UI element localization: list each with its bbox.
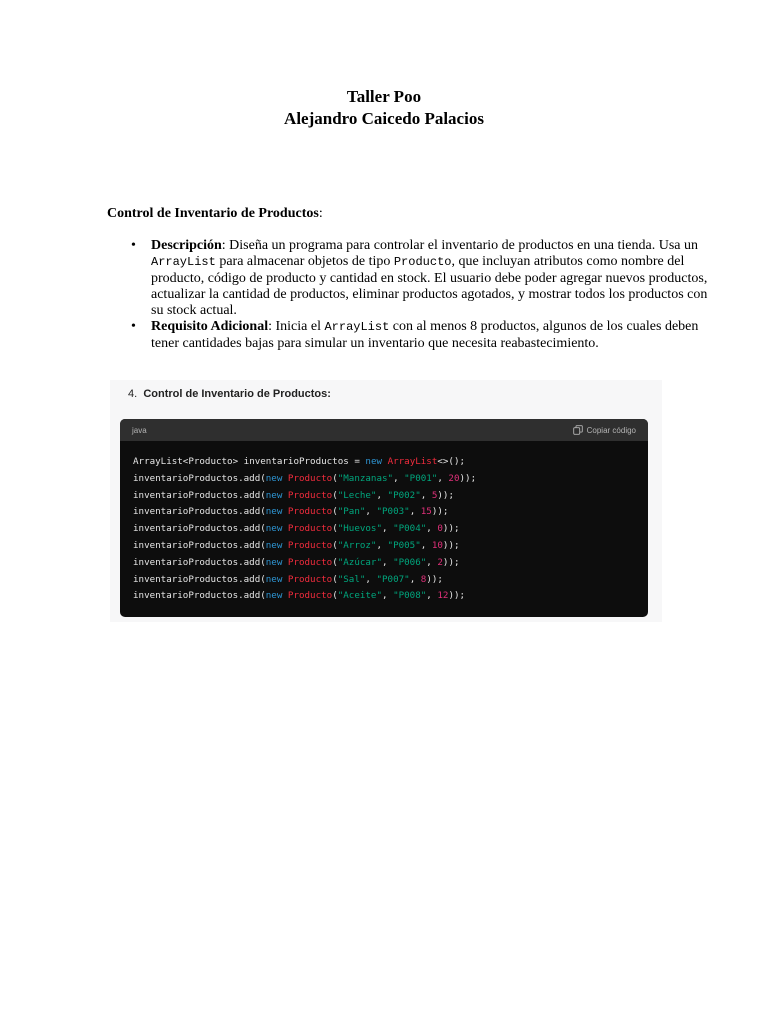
code-keyword: new bbox=[265, 489, 283, 501]
code-class: ArrayList bbox=[387, 456, 438, 467]
code-header bbox=[120, 419, 648, 441]
code-keyword: new bbox=[265, 472, 283, 484]
code-punct: , bbox=[420, 489, 432, 501]
code-string: "Aceite" bbox=[337, 590, 382, 602]
code-line bbox=[133, 521, 635, 538]
inline-code: ArrayList bbox=[151, 255, 216, 270]
code-variable: inventarioProductos bbox=[243, 456, 349, 467]
screenshot-number: 4. bbox=[128, 388, 138, 400]
code-punct: )); bbox=[442, 556, 460, 568]
code-line bbox=[133, 588, 635, 605]
copy-code-button[interactable] bbox=[573, 425, 636, 435]
code-string: "P005" bbox=[387, 539, 421, 551]
requirements-list bbox=[107, 238, 711, 352]
code-punct: ( bbox=[332, 539, 338, 551]
code-punct: )); bbox=[437, 489, 454, 501]
code-line bbox=[133, 471, 635, 488]
code-line bbox=[133, 454, 635, 471]
requirement-additional bbox=[151, 319, 711, 352]
code-punct: ( bbox=[332, 523, 338, 535]
requirement-text: con al menos 8 productos, algunos de los cuales deben tener cantidades bajas para simular un inventario que necesita reabastecimiento. bbox=[151, 319, 699, 351]
code-punct: )); bbox=[448, 590, 466, 602]
code-punct: , bbox=[426, 523, 438, 535]
code-punct: , bbox=[376, 539, 388, 551]
code-string: "Sal" bbox=[337, 573, 366, 585]
code-call: inventarioProductos.add( bbox=[133, 539, 266, 551]
code-punct: )); bbox=[459, 472, 477, 484]
code-punct: )); bbox=[442, 539, 460, 551]
document-author: Alejandro Caicedo Palacios bbox=[284, 109, 484, 128]
code-number: 12 bbox=[437, 590, 449, 602]
requirement-label: Requisito Adicional bbox=[151, 319, 269, 335]
code-string: "P002" bbox=[387, 489, 421, 501]
code-call: inventarioProductos.add( bbox=[133, 573, 266, 585]
code-punct: ( bbox=[332, 573, 338, 585]
code-line bbox=[133, 538, 635, 555]
code-class: Producto bbox=[287, 506, 333, 518]
code-number: 15 bbox=[420, 506, 432, 518]
code-string: "P007" bbox=[376, 573, 410, 585]
code-class: Producto bbox=[287, 489, 333, 501]
code-string: "Huevos" bbox=[337, 523, 382, 535]
code-class: Producto bbox=[287, 539, 333, 551]
screenshot-heading bbox=[128, 388, 331, 400]
code-operator: = bbox=[354, 456, 360, 467]
requirement-text: , que incluyan atributos como nombre del producto, código de producto y cantidad en stock. El usuario debe poder agregar nuevos productos, actualizar la cantidad de productos, eliminar productos agotados, y mostrar todos los productos con su stock actual. bbox=[151, 254, 708, 319]
code-punct: )); bbox=[431, 506, 449, 518]
code-class: Producto bbox=[287, 590, 333, 602]
code-punct: ( bbox=[332, 590, 338, 602]
requirement-text: para almacenar objetos de tipo bbox=[215, 254, 394, 270]
code-line bbox=[133, 488, 635, 505]
code-line bbox=[133, 572, 635, 589]
code-punct: , bbox=[382, 523, 394, 535]
code-call: inventarioProductos.add( bbox=[133, 556, 266, 568]
code-punct: , bbox=[382, 556, 394, 568]
document-header bbox=[0, 86, 768, 130]
code-line bbox=[133, 504, 635, 521]
code-punct: , bbox=[409, 573, 421, 585]
inline-code: Producto bbox=[393, 255, 452, 270]
section-heading-bold: Control de Inventario de Productos bbox=[107, 206, 319, 221]
screenshot-heading-text: Control de Inventario de Productos: bbox=[143, 388, 331, 400]
requirement-text: : Diseña un programa para controlar el inventario de productos en una tienda. Usa un bbox=[221, 238, 698, 253]
code-punct: , bbox=[365, 506, 377, 518]
requirement-text: : Inicia el bbox=[268, 319, 325, 335]
requirement-description bbox=[151, 238, 711, 319]
code-number: 5 bbox=[431, 489, 438, 501]
inline-code: ArrayList bbox=[324, 320, 390, 335]
code-string: "Manzanas" bbox=[337, 472, 394, 484]
code-punct: , bbox=[365, 573, 377, 585]
code-punct: , bbox=[376, 489, 388, 501]
code-number: 8 bbox=[420, 573, 427, 585]
code-call: inventarioProductos.add( bbox=[133, 506, 266, 518]
code-number: 2 bbox=[437, 556, 443, 568]
requirement-label: Descripción bbox=[151, 238, 222, 253]
code-punct: , bbox=[420, 539, 432, 551]
code-punct: )); bbox=[442, 523, 460, 535]
code-keyword: new bbox=[265, 590, 283, 602]
code-string: "Pan" bbox=[337, 506, 366, 518]
code-keyword: new bbox=[265, 523, 283, 535]
code-punct: , bbox=[409, 506, 421, 518]
code-punct: ( bbox=[332, 472, 338, 484]
code-lines bbox=[133, 471, 635, 605]
code-string: "Leche" bbox=[337, 489, 377, 501]
code-language-label: java bbox=[132, 425, 147, 435]
document-title: Taller Poo bbox=[346, 87, 422, 106]
code-class: Producto bbox=[287, 573, 333, 585]
code-string: "Azúcar" bbox=[337, 556, 382, 568]
copy-icon bbox=[573, 425, 583, 435]
code-string: "P004" bbox=[393, 523, 427, 535]
code-punct: , bbox=[437, 472, 449, 484]
code-string: "P008" bbox=[393, 590, 427, 602]
section-heading-colon: : bbox=[318, 206, 323, 221]
code-string: "Arroz" bbox=[337, 539, 377, 551]
code-number: 0 bbox=[437, 523, 443, 535]
code-punct: , bbox=[426, 556, 438, 568]
code-string: "P003" bbox=[376, 506, 410, 518]
copy-code-label: Copiar código bbox=[586, 425, 636, 435]
code-punct: ( bbox=[332, 556, 338, 568]
code-call: inventarioProductos.add( bbox=[133, 590, 266, 602]
code-string: "P001" bbox=[404, 472, 438, 484]
code-class: Producto bbox=[287, 523, 333, 535]
code-punct: , bbox=[393, 472, 405, 484]
section-heading bbox=[107, 205, 323, 223]
code-punct: , bbox=[382, 590, 394, 602]
code-punct: <>(); bbox=[437, 456, 466, 467]
code-keyword: new bbox=[265, 539, 283, 551]
code-call: inventarioProductos.add( bbox=[133, 472, 266, 484]
code-punct: ( bbox=[332, 506, 338, 518]
code-punct: , bbox=[426, 590, 438, 602]
code-call: inventarioProductos.add( bbox=[133, 489, 266, 501]
code-number: 10 bbox=[431, 539, 443, 551]
code-number: 20 bbox=[448, 472, 460, 484]
code-line bbox=[133, 555, 635, 572]
code-class: Producto bbox=[287, 556, 333, 568]
code-content bbox=[120, 441, 648, 605]
code-keyword: new bbox=[365, 456, 383, 467]
code-punct: )); bbox=[426, 573, 443, 585]
code-punct: ( bbox=[332, 489, 338, 501]
code-string: "P006" bbox=[393, 556, 427, 568]
embedded-screenshot bbox=[110, 380, 662, 622]
code-class: Producto bbox=[287, 472, 333, 484]
code-keyword: new bbox=[265, 573, 283, 585]
code-block bbox=[120, 419, 648, 617]
code-type: ArrayList<Producto> bbox=[133, 456, 239, 467]
code-call: inventarioProductos.add( bbox=[133, 523, 266, 535]
code-keyword: new bbox=[265, 506, 283, 518]
code-keyword: new bbox=[265, 556, 283, 568]
